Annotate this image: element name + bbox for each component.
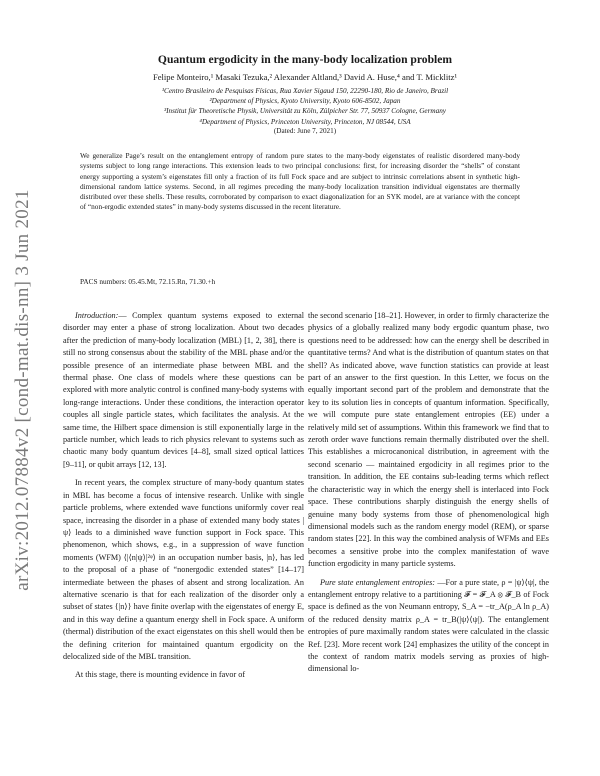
paper-title: Quantum ergodicity in the many-body localization problem [157, 53, 453, 66]
section-lead-entanglement: Pure state entanglement entropies: [320, 577, 436, 587]
pacs-numbers: PACS numbers: 05.45.Mt, 72.15.Rn, 71.30.+h [80, 277, 216, 286]
paragraph-introduction [63, 310, 304, 471]
paragraph-entanglement [308, 577, 549, 676]
affiliations [60, 86, 550, 135]
paragraph: At this stage, there is mounting evidence in favor of [75, 670, 246, 680]
affiliation-4: ⁴Department of Physics, Princeton University, Princeton, NJ 08544, USA [199, 117, 411, 126]
arxiv-sidebar [8, 130, 38, 650]
date-line: (Dated: June 7, 2021) [273, 126, 337, 135]
paragraph: the second scenario [18–21]. However, in order to firmly characterize the physics of a globally realized many body ergodic quantum phase, two questions need to be addressed: how can the energy shell be described in quantitative terms? And what is the distribution of quantum states on that shell? As indicated above, wave function statistics can provide at least part of an answer to the first question. In this Letter, we focus on the equally important second part of the problem and demonstrate that the key to its solution lies in concepts of quantum information. Specifically, we will compute pure state entanglement entropies (EE) under a relatively mild set of assumptions. Within this framework we find that to zeroth order wave functions remain thermally distributed over the shell. This establishes a microcanonical distribution, in agreement with the second scenario — maintained ergodicity in all regimes prior to the transition. In addition, the EE contains sub-leading terms which reflect the characteristic way in which the energy shell is interlaced into Fock space. These contributions sharply distinguish the energy shells of genuine many body systems from those of phenomenological high dimensional models such as the random energy model (REM), or sparse random states [22]. In this way the combined analysis of WFMs and EEs becomes a sensitive probe into the complex manifestation of wave function ergodicity in many particle systems. [308, 311, 549, 569]
author-list: Felipe Monteiro,¹ Masaki Tezuka,² Alexander Altland,³ David A. Huse,⁴ and T. Micklitz¹ [152, 72, 458, 82]
section-lead-introduction: Introduction: [75, 311, 119, 320]
left-column [63, 310, 304, 682]
arxiv-identifier: arXiv:2012.07884v2 [cond-mat.dis-nn] 3 Jun 2021 [12, 189, 33, 591]
paragraph-text: —For a pure state, ρ = |ψ⟩⟨ψ|, the entanglement entropy relative to a partitioning 𝓕 = 𝓕_A ⊗ 𝓕_B of Fock space is defined as the von Neumann entropy, S_A = −tr_A(ρ_A ln ρ_A) of the reduced density matrix ρ_A = tr_B(|ψ⟩⟨ψ|). The entanglement entropies of pure maximally random states were calculated in the classic Ref. [23]. More recent work [24] emphasizes the utility of the concept in the context of random matrix models serving as proxies of high-dimensional lo- [308, 577, 550, 674]
affiliation-2: ²Department of Physics, Kyoto University, Kyoto 606-8502, Japan [209, 97, 401, 106]
affiliation-1: ¹Centro Brasileiro de Pesquisas Físicas, Rua Xavier Sigaud 150, 22290-180, Rio de Janeiro, Brazil [161, 87, 449, 95]
affiliation-3: ³Institut für Theoretische Physik, Universität zu Köln, Zülpicher Str. 77, 50937 Cologne, Germany [164, 107, 446, 116]
paragraph: In recent years, the complex structure of many-body quantum states in MBL has become a focus of intensive research. Unlike with single particle problems, where extended wave functions uniformly cover real space, increasing the disorder in a phase of extended many body states |ψ⟩ leads to a diminished wave function support in Fock space. This phenomenon, which shows, e.g., in a suppression of wave function moments (WFM) ⟨|⟨n|ψ⟩|²ᵠ⟩ in an occupation number basis, |n⟩, has led to the proposal of a phase of “nonergodic extended states” [14–17] intermediate between the phases of absent and strong localization. An alternative scenario is that for each realization of the disorder only a subset of states {|n⟩} have finite overlap with the eigenstates of energy E, and in this way define a quantum energy shell in Fock space. A uniform (thermal) distribution of the exact eigenstates on this shell would then be the defining criterion for maintained quantum ergodicity on the delocalized side of the MBL transition. [63, 478, 304, 661]
paragraph-text: — Complex quantum systems exposed to external disorder may enter a phase of strong localization. About two decades after the prediction of many-body localization (MBL) [1, 2, 38], there is still no strong consensus about the stability of the MBL phase and/or the possible presence of an intermediate phase between MBL and the thermal phase. One class of models where these questions can be explored with more analytic control is confined many-body systems with long-range interactions. Under these conditions, the interaction operator couples all single particle states, which facilitates the analysis. At the same time, the Hilbert space dimension is still exponentially large in the particle number, which leads to rich physics relevant to systems such as chaotic many body quantum devices [4–8], small sized optical lattices [9–11], or qubit arrays [12, 13]. [63, 311, 304, 469]
right-column [308, 310, 549, 676]
abstract: We generalize Page’s result on the entanglement entropy of random pure states to the many-body eigenstates of realistic disordered many-body systems subject to long range interactions. This extension leads to two principal conclusions: first, for increasing disorder the “shells” of constant energy supporting a system’s eigenstates fill only a fraction of its full Fock space and are subject to intrinsic correlations absent in synthetic high-dimensional random lattice systems. Second, in all regimes preceding the many-body localization transition individual eigenstates are thermally distributed over these shells. These results, corroborated by comparison to exact diagonalization for an SYK model, are at variance with the concept of “non-ergodic extended states” in many-body systems discussed in the recent literature. [80, 151, 520, 212]
